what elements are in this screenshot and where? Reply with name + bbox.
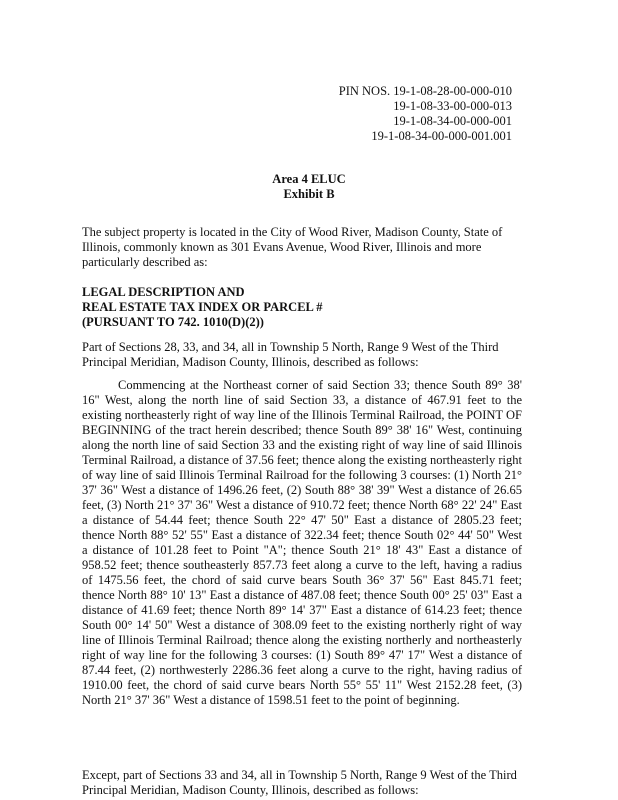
- commencing-paragraph: Commencing at the Northeast corner of said Section 33; thence South 89° 38' 16" West, along the north line of said Section 33, a distance of 467.91 feet to the existing northeasterly right of way line of the Illinois Terminal Railroad, the POINT OF BEGINNING of the tract herein described; thence South 89° 38' 16" West, continuing along the north line of said Section 33 and the existing right of way line of said Illinois Terminal Railroad, a distance of 37.56 feet; thence along the existing northeasterly right of way line of said Illinois Terminal Railroad for the following 3 courses: (1) North 21° 37' 36" West a distance of 1496.26 feet, (2) South 88° 38' 39" West a distance of 26.65 feet, (3) North 21° 37' 36" West a distance of 910.72 feet; thence North 68° 22' 24" East a distance of 54.44 feet; thence South 22° 47' 50" East a distance of 2805.23 feet; thence North 88° 52' 55" East a distance of 322.34 feet; thence South 02° 44' 50" West a distance of 101.28 feet to Point "A"; thence South 21° 18' 43" East a distance of 958.52 feet; thence southeasterly 857.73 feet along a curve to the left, having a radius of 1475.56 feet, the chord of said curve bears South 36° 37' 56" East 845.71 feet; thence North 88° 10' 13" East a distance of 487.08 feet; thence South 00° 25' 03" East a distance of 41.69 feet; thence North 89° 14' 37" East a distance of 614.23 feet; thence South 00° 14' 50" West a distance of 308.09 feet to the existing northerly right of way line of Illinois Terminal Railroad; thence along the existing northerly and northeasterly right of way line for the following 3 courses: (1) South 89° 47' 17" West a distance of 87.44 feet, (2) northwesterly 2286.36 feet along a curve to the right, having radius of 1910.00 feet, the chord of said curve bears North 55° 55' 11" West 2152.28 feet, (3) North 21° 37' 36" West a distance of 1598.51 feet to the point of beginning.: [82, 378, 522, 707]
- area-title: Area 4 ELUC: [272, 172, 346, 186]
- legal-heading-line-1: LEGAL DESCRIPTION AND: [82, 285, 245, 299]
- pin-line-4: 19-1-08-34-00-000-001.001: [371, 129, 512, 143]
- pin-line-1: PIN NOS. 19-1-08-28-00-000-010: [338, 84, 512, 98]
- pin-line-2: 19-1-08-33-00-000-013: [393, 99, 512, 113]
- except-paragraph: Except, part of Sections 33 and 34, all in Township 5 North, Range 9 West of the Third Principal Meridian, Madison County, Illinois, described as follows:: [82, 768, 517, 797]
- intro-paragraph: The subject property is located in the City of Wood River, Madison County, State of Illinois, commonly known as 301 Evans Avenue, Wood River, Illinois and more particularly described as:: [82, 225, 503, 269]
- legal-heading-line-3: (PURSUANT TO 742. 1010(D)(2)): [82, 315, 264, 329]
- pin-numbers: [339, 84, 512, 144]
- part-of-paragraph: Part of Sections 28, 33, and 34, all in Township 5 North, Range 9 West of the Third Principal Meridian, Madison County, Illinois, described as follows:: [82, 340, 499, 369]
- legal-heading-line-2: REAL ESTATE TAX INDEX OR PARCEL #: [82, 300, 323, 314]
- pin-line-3: 19-1-08-34-00-000-001: [393, 114, 512, 128]
- legal-heading: [82, 285, 522, 330]
- exhibit-title: Exhibit B: [283, 187, 335, 201]
